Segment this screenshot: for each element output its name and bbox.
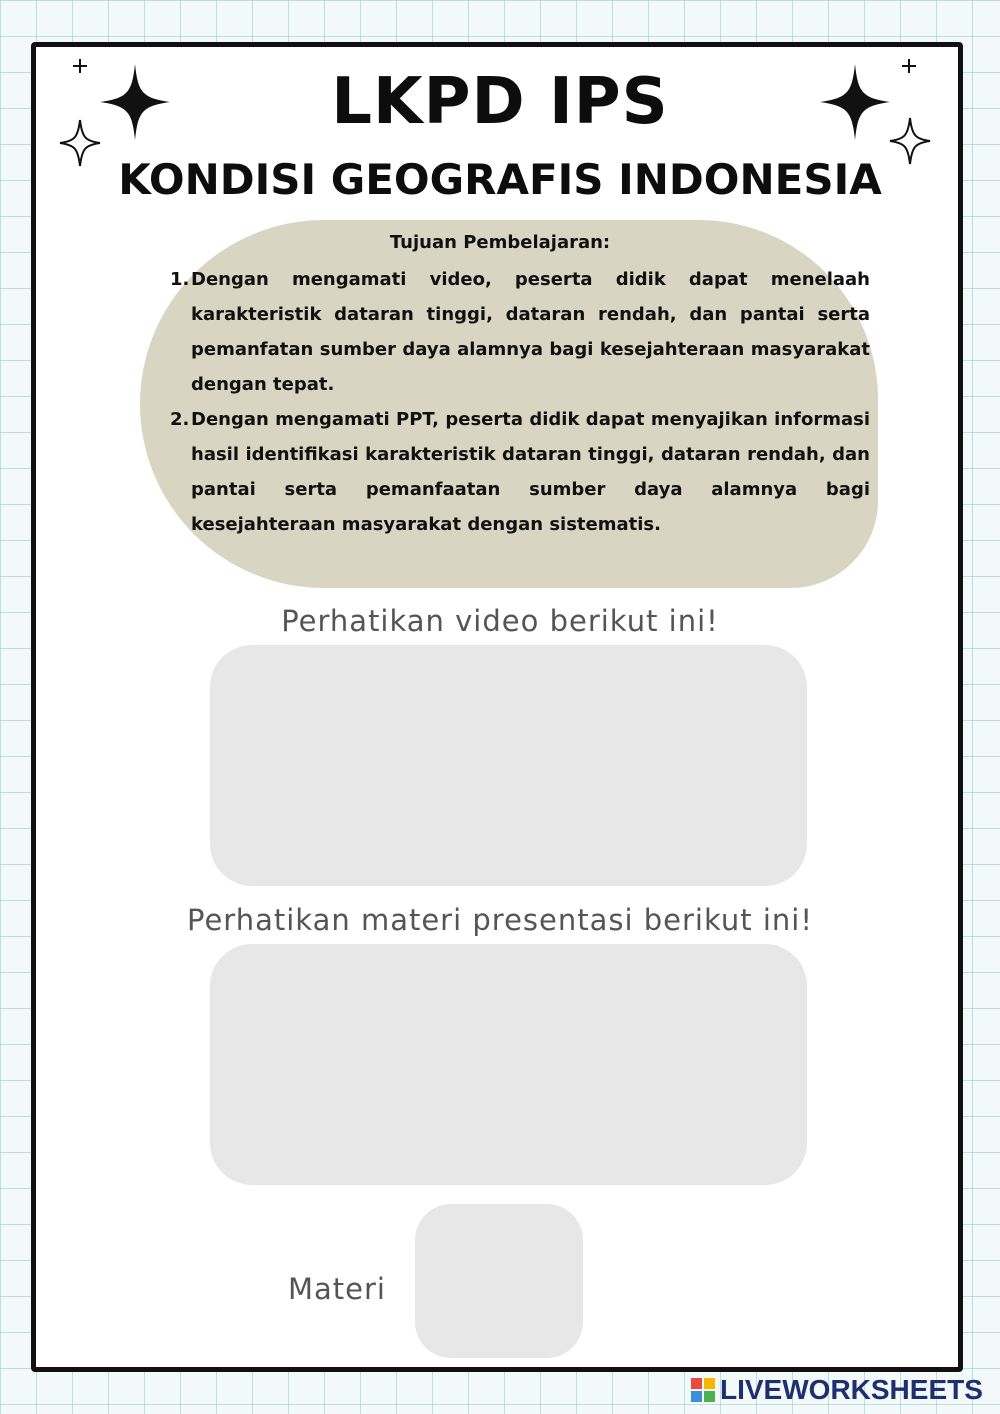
video-heading: Perhatikan video berikut ini! <box>281 604 719 638</box>
objective-text: Dengan mengamati video, peserta didik dapat menelaah karakteristik dataran tinggi, dataran rendah, dan pantai serta pemanfatan sumber daya alamnya bagi kesejahteraan masyarakat dengan tepat. <box>191 269 870 395</box>
watermark-text: LIVEWORKSHEETS <box>720 1374 983 1405</box>
page-subtitle: KONDISI GEOGRAFIS INDONESIA <box>118 155 882 204</box>
presentation-heading: Perhatikan materi presentasi berikut ini! <box>187 903 813 937</box>
objective-number: 2. <box>170 409 190 430</box>
materi-link-box[interactable] <box>415 1204 583 1358</box>
objectives-title: Tujuan Pembelajaran: <box>389 232 611 253</box>
page-title: LKPD IPS <box>331 65 669 139</box>
video-embed[interactable] <box>210 645 807 886</box>
liveworksheets-watermark <box>690 1374 983 1406</box>
objective-item <box>170 262 870 402</box>
objective-item <box>170 402 870 542</box>
liveworksheets-logo-icon <box>690 1377 716 1403</box>
objective-number: 1. <box>170 269 190 290</box>
presentation-embed[interactable] <box>210 944 807 1185</box>
objective-text: Dengan mengamati PPT, peserta didik dapat menyajikan informasi hasil identifikasi karakteristik dataran tinggi, dataran rendah, dan pantai serta pemanfaatan sumber daya alamnya bagi kesejahteraan masyarakat dengan sistematis. <box>191 409 870 535</box>
objectives-list <box>170 262 870 542</box>
materi-label: Materi <box>288 1272 386 1306</box>
